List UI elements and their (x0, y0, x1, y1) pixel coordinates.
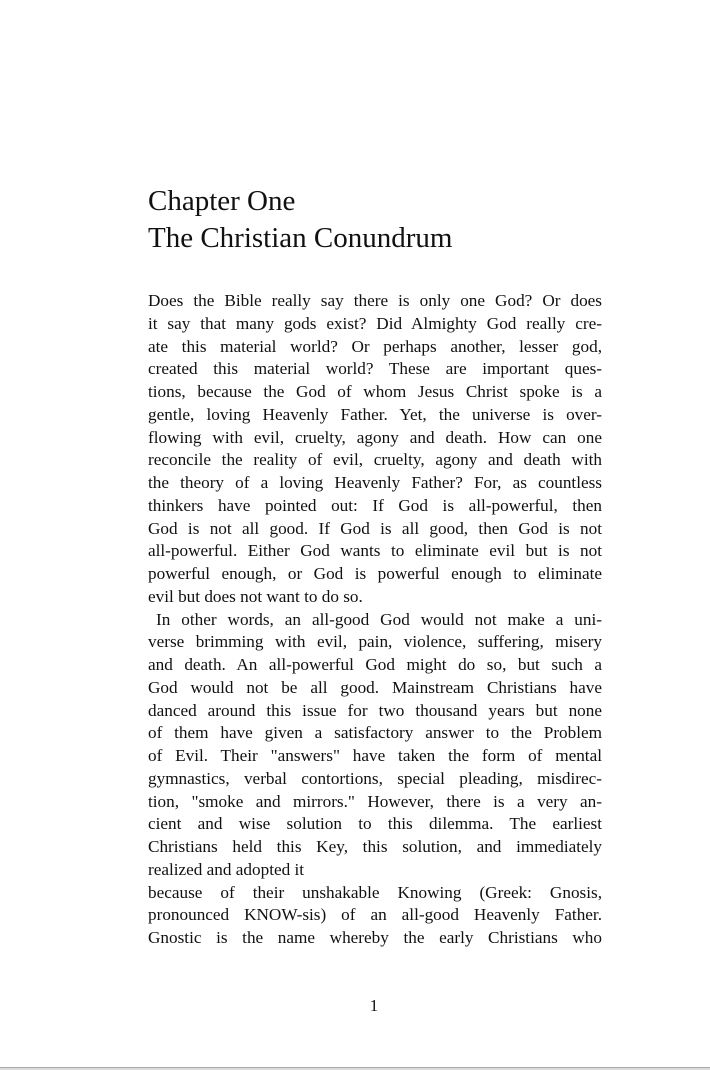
text-line: evil but does not want to do so. (148, 586, 363, 606)
text-line: the theory of a loving Heavenly Father? For, as countless (148, 473, 602, 492)
text-line: tions, because the God of whom Jesus Christ spoke is a (148, 382, 602, 401)
text-line: cient and wise solution to this dilemma. The earliest (148, 814, 602, 834)
text-line: tion, "smoke and mirrors." However, there is a very an- (148, 791, 602, 811)
chapter-heading (148, 183, 608, 257)
text-line: powerful enough, or God is powerful enough to eliminate (148, 564, 602, 583)
text-line: verse brimming with evil, pain, violence, suffering, misery (148, 632, 602, 652)
text-line: and death. An all-powerful God might do so, but such a (148, 655, 602, 674)
text-line: Christians held this Key, this solution, and immediately (148, 837, 602, 856)
text-line: God is not all good. If God is all good, then God is not (148, 518, 602, 538)
body-text (148, 290, 602, 950)
text-line: God would not be all good. Mainstream Christians have (148, 677, 602, 697)
text-line: because of their unshakable Knowing (Greek: Gnosis, (148, 882, 602, 902)
text-line: reconcile the reality of evil, cruelty, agony and death with (148, 450, 602, 470)
text-line: ate this material world? Or perhaps another, lesser god, (148, 336, 602, 356)
text-line: Gnostic is the name whereby the early Christians who (148, 928, 602, 947)
page-number: 1 (369, 996, 379, 1015)
text-line: gentle, loving Heavenly Father. Yet, the universe is over- (148, 404, 602, 424)
text-line: it say that many gods exist? Did Almighty God really cre- (148, 313, 602, 333)
text-line: created this material world? These are important ques- (148, 359, 602, 379)
text-line: realized and adopted it (148, 859, 305, 879)
text-line: thinkers have pointed out: If God is all-powerful, then (148, 495, 602, 515)
text-line: Does the Bible really say there is only one God? Or does (148, 291, 602, 310)
text-line: pronounced KNOW-sis) of an all-good Heavenly Father. (148, 905, 602, 925)
text-line: gymnastics, verbal contortions, special pleading, misdirec- (148, 768, 602, 788)
text-line: flowing with evil, cruelty, agony and death. How can one (148, 427, 602, 447)
text-line: of Evil. Their "answers" have taken the form of mental (148, 746, 602, 765)
text-line: all-powerful. Either God wants to eliminate evil but is not (148, 541, 602, 561)
chapter-number: Chapter One (148, 185, 296, 217)
text-line: In other words, an all-good God would not make a uni- (156, 609, 602, 629)
text-line: danced around this issue for two thousand years but none (148, 700, 602, 720)
text-line: of them have given a satisfactory answer to the Problem (148, 723, 602, 743)
chapter-title: The Christian Conundrum (148, 222, 453, 254)
